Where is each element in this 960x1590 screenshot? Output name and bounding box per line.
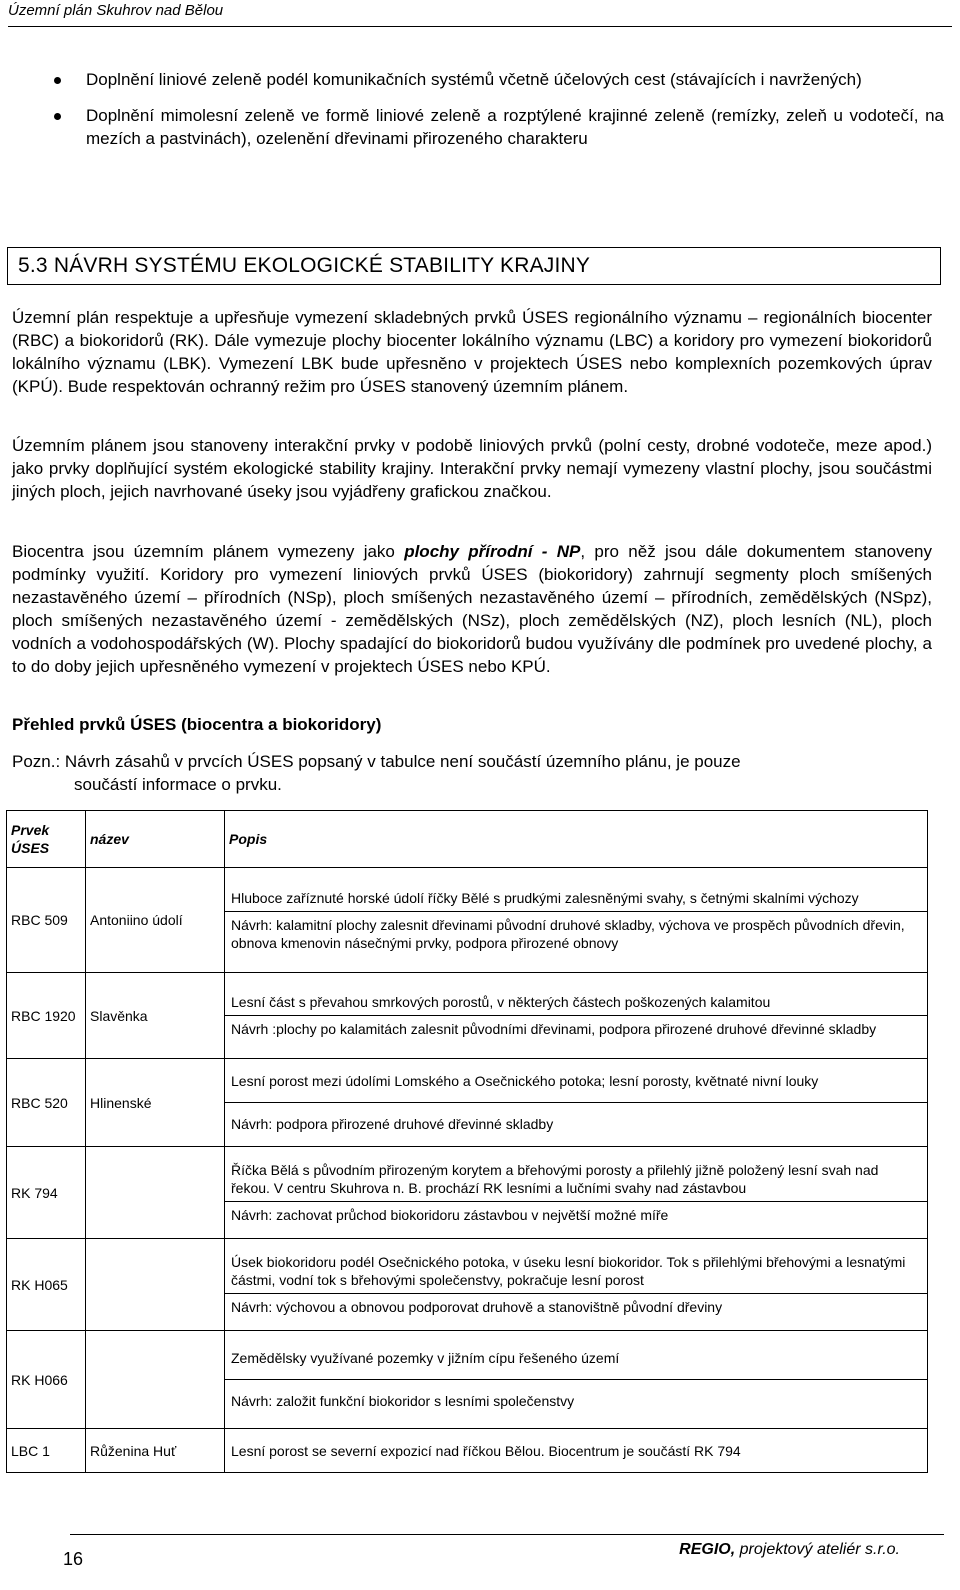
cell-nazev — [86, 1331, 225, 1429]
header-popis: Popis — [225, 811, 928, 868]
cell-popis: Hluboce zaříznuté horské údolí říčky Bělé s prudkými zalesněnými svahy, s četnými skalními výchozy Návrh: kalamitní plochy zalesnit dřevinami původní druhové skladby, výchova ve prospěch původních dřevin, obnova kmenovin násečnými prvky, podpora přirozené obnovy — [225, 868, 928, 973]
cell-prvek: RBC 520 — [7, 1059, 86, 1147]
document-title: Územní plán Skuhrov nad Bělou — [8, 2, 224, 19]
cell-prvek: RBC 1920 — [7, 973, 86, 1059]
header-nazev: název — [86, 811, 225, 868]
cell-prvek: LBC 1 — [7, 1429, 86, 1473]
footer-divider — [70, 1534, 944, 1535]
cell-popis: Lesní porost se severní expozicí nad říčkou Bělou. Biocentrum je součástí RK 794 — [225, 1429, 928, 1473]
bullet-list — [52, 68, 944, 163]
table-header-row — [7, 811, 928, 868]
company-name: REGIO, projektový ateliér s.r.o. — [679, 1541, 900, 1558]
cell-popis: Úsek biokoridoru podél Osečnického potoka, v úseku lesní biokoridor. Tok s přilehlými břehovými a lesnatými částmi, vodní tok s břehovými společenstvy, pokračuje lesní porost Návrh: výchovou a obnovou podporovat druhově a stanovištně původní dřeviny — [225, 1239, 928, 1331]
bullet-icon — [54, 77, 61, 84]
page-number: 16 — [63, 1549, 84, 1569]
table-row — [7, 868, 928, 973]
table-row — [7, 1331, 928, 1429]
table-row — [7, 1059, 928, 1147]
header-prvek: Prvek ÚSES — [7, 811, 86, 868]
cell-popis: Lesní porost mezi údolími Lomského a Osečnického potoka; lesní porosty, květnaté nivní louky Návrh: podpora přirozené druhové dřevinné skladby — [225, 1059, 928, 1147]
cell-prvek: RK H065 — [7, 1239, 86, 1331]
land-use-emphasis: plochy přírodní - NP — [404, 542, 581, 561]
table-row — [7, 1147, 928, 1239]
section-heading-box — [7, 247, 941, 285]
page-header — [8, 0, 952, 27]
cell-popis: Zemědělsky využívané pozemky v jižním cípu řešeného území Návrh: založit funkční biokoridor s lesními společenstvy — [225, 1331, 928, 1429]
list-item: Doplnění mimolesní zeleně ve formě liniové zeleně a rozptýlené krajinné zeleně (remízky, zeleň u vodotečí, na mezích a pastvinách), ozelenění dřevinami přirozeného charakteru — [52, 104, 944, 150]
paragraph-interaction-elements: Územním plánem jsou stanoveny interakční prvky v podobě liniových prvků (polní cesty, drobné vodoteče, meze apod.) jako prvky doplňující systém ekologické stability krajiny. Interakční prvky nemají vymezeny vlastní plochy, jsou součástmi jiných ploch, jejich navrhované úseky jsou vyjádřeny grafickou značkou. — [12, 436, 932, 501]
cell-nazev — [86, 1239, 225, 1331]
list-item: Doplnění liniové zeleně podél komunikačních systémů včetně účelových cest (stávajících i navržených) — [52, 68, 944, 91]
cell-prvek: RBC 509 — [7, 868, 86, 973]
table-row — [7, 1429, 928, 1473]
cell-nazev — [86, 1147, 225, 1239]
table-row — [7, 1239, 928, 1331]
bullet-icon — [54, 113, 61, 120]
table-row — [7, 973, 928, 1059]
cell-popis: Lesní část s převahou smrkových porostů, v některých částech poškozených kalamitou Návrh :plochy po kalamitách zalesnit původními dřevinami, podpora přirozené druhové dřevinné skladby — [225, 973, 928, 1059]
cell-nazev: Antoniino údolí — [86, 868, 225, 973]
table-heading: Přehled prvků ÚSES (biocentra a biokoridory) — [12, 715, 382, 734]
cell-prvek: RK H066 — [7, 1331, 86, 1429]
cell-nazev: Růženina Huť — [86, 1429, 225, 1473]
cell-popis: Říčka Bělá s původním přirozeným korytem a břehovými porosty a přilehlý jižně položený lesní svah nad řekou. V centru Skuhrova n. B. prochází RK lesními a lučními svahy nad zástavbou Návrh: zachovat průchod biokoridoru zástavbou v největší možné míře — [225, 1147, 928, 1239]
cell-prvek: RK 794 — [7, 1147, 86, 1239]
cell-nazev: Slavěnka — [86, 973, 225, 1059]
uses-table — [6, 810, 928, 1473]
paragraph-uses-intro: Územní plán respektuje a upřesňuje vymezení skladebných prvků ÚSES regionálního významu – regionálních biocenter (RBC) a biokoridorů (RK). Dále vymezuje plochy biocenter lokálního významu (LBC) a koridory pro vymezení biokoridorů lokálního významu (LBK). Vymezení LBK bude upřesněno v projektech ÚSES nebo komplexních pozemkových úprav (KPÚ). Bude respektován ochranný režim pro ÚSES stanovený územním plánem. — [12, 308, 932, 396]
cell-nazev: Hlinenské — [86, 1059, 225, 1147]
paragraph-biocentres: Biocentra jsou územním plánem vymezeny jako plochy přírodní - NP, pro něž jsou dále dokumentem stanoveny podmínky využití. Koridory pro vymezení liniových prvků ÚSES (biokoridory) zahrnují segmenty ploch smíšených nezastavěného území – přírodních (NSp), ploch smíšených nezastavěného území – přírodních, zemědělských (NSpz), ploch smíšených nezastavěného území - zemědělských (NSz), ploch zemědělských (NZ), ploch lesních (NL), ploch vodních a vodohospodářských (W). Plochy spadající do biokoridorů budou využívány dle podmínek pro uvedené plochy, a to do doby jejich upřesněného vymezení v projektech ÚSES nebo KPÚ. — [12, 542, 932, 676]
note: Pozn.: Návrh zásahů v prvcích ÚSES popsaný v tabulce není součástí územního plánu, je pouze součástí informace o prvku. — [12, 752, 741, 794]
section-title: 5.3 NÁVRH SYSTÉMU EKOLOGICKÉ STABILITY KRAJINY — [18, 254, 591, 277]
